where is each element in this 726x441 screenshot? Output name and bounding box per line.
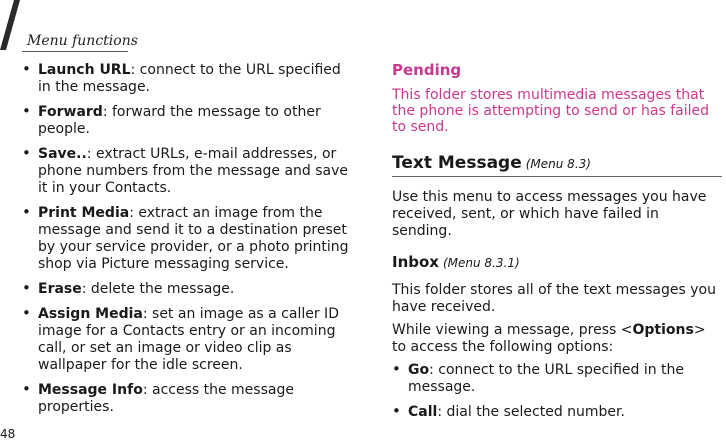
inbox-description: This folder stores all of the text messages you have received. [392,282,716,315]
text-message-heading [392,155,722,177]
bullet-icon: • [22,144,31,162]
bullet-icon: • [22,203,31,221]
menu-reference: (Menu 8.3.1) [442,256,520,270]
options-key: Options [632,322,694,338]
list-item [22,104,352,138]
item-text: : forward the message to other people. [38,104,321,137]
item-text: : delete the message. [81,281,235,297]
item-text: : dial the selected number. [437,404,625,420]
options-prefix: While viewing a message, press < [392,322,633,338]
pending-description: This folder stores multimedia messages that the phone is attempting to send or has failed to send. [392,87,709,135]
right-column [392,62,722,429]
bullet-icon: • [22,380,31,398]
bullet-icon: • [22,60,31,78]
item-term: Launch URL [38,62,131,78]
section-title: Text Message [392,153,522,173]
bullet-icon: • [22,279,31,297]
bullet-icon: • [392,360,401,378]
item-term: Forward [38,104,103,120]
bullet-icon: • [22,102,31,120]
header-accent-bar [0,0,30,50]
list-item [22,306,352,374]
item-term: Go [408,362,430,378]
subsection-title: Inbox [392,253,439,271]
options-suffix: > to access the following options: [392,322,706,355]
header-rule [22,51,128,52]
item-text: : connect to the URL specified in the message. [408,362,685,395]
list-item [22,62,352,96]
text-message-description: Use this menu to access messages you have received, sent, or which have failed in sending. [392,189,707,239]
menu-reference: (Menu 8.3) [525,157,591,171]
page-number: 48 [0,427,16,441]
list-item [22,205,352,273]
options-list [392,362,722,421]
bullet-icon: • [392,402,401,420]
item-text: : connect to the URL specified in the message. [38,62,341,95]
item-term: Message Info [38,382,143,398]
item-term: Call [408,404,438,420]
item-term: Print Media [38,205,130,221]
list-item [392,362,722,396]
list-item [392,404,722,421]
pending-heading: Pending [392,61,462,79]
list-item [22,281,352,298]
left-column [22,62,352,424]
item-term: Save.. [38,146,87,162]
options-instruction [392,322,722,356]
page-header-title: Menu functions [27,33,138,49]
item-term: Erase [38,281,82,297]
list-item [22,382,352,416]
item-text: : set an image as a caller ID image for a Contacts entry or an incoming call, or set an image or video clip as wallpaper for the idle screen. [38,306,339,373]
item-text: : extract URLs, e-mail addresses, or phone numbers from the message and save it in your Contacts. [38,146,349,196]
item-text: : access the message properties. [38,382,294,415]
list-item [22,146,352,197]
bullet-icon: • [22,304,31,322]
inbox-heading [392,254,722,272]
item-text: : extract an image from the message and send it to a destination preset by your service provider, or a photo printing shop via Picture messaging service. [38,205,349,272]
item-term: Assign Media [38,306,143,322]
